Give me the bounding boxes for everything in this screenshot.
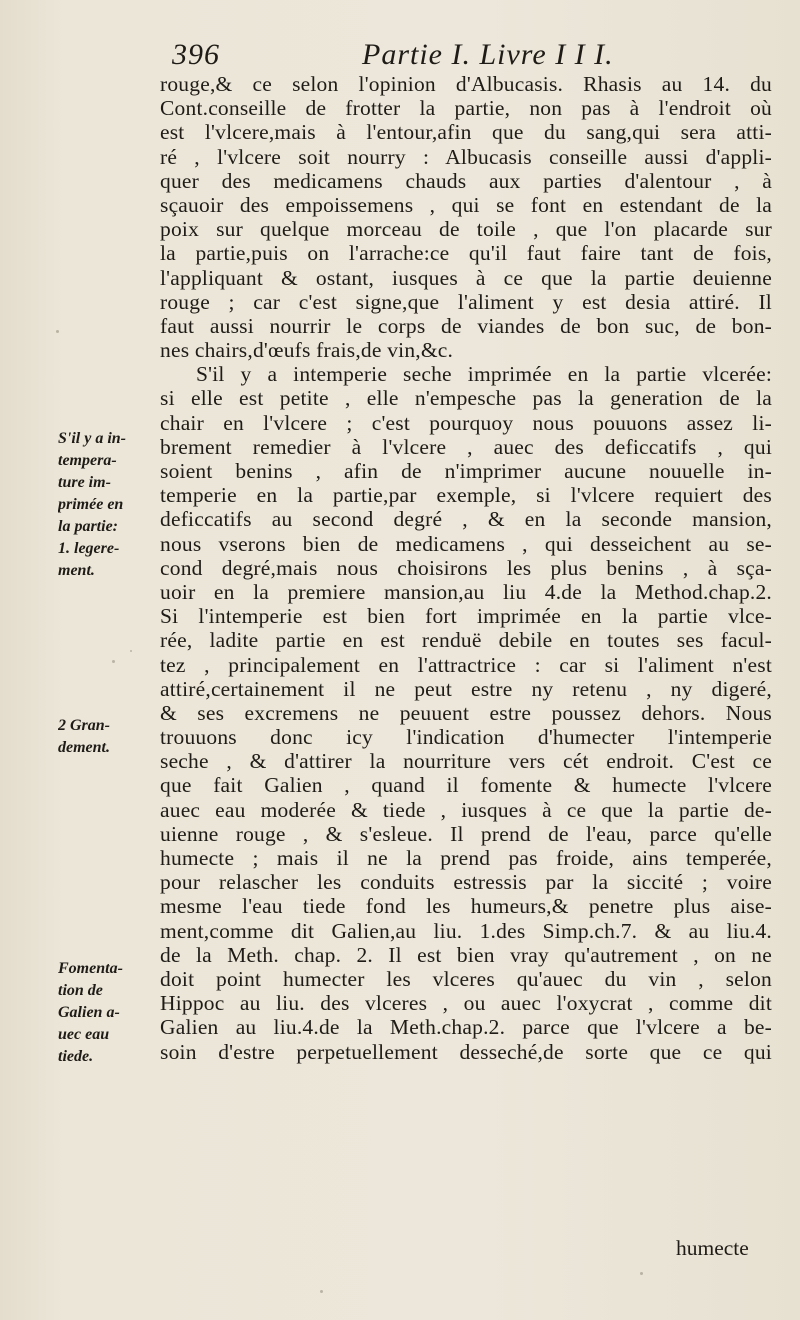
margin-note-line: tiede. (58, 1048, 94, 1065)
text-line: ment,comme dit Galien,au liu. 1.des Simp.ch.7. & au liu.4. (160, 918, 772, 943)
text-line: ré , l'vlcere soit nourry : Albucasis conseille aussi d'appli- (160, 144, 772, 169)
text-line: Hippoc au liu. des vlceres , ou auec l'oxycrat , comme dit (160, 991, 772, 1016)
page-header (172, 38, 772, 74)
text-line: de la Meth. chap. 2. Il est bien vray qu'autrement , on ne (160, 942, 772, 967)
text-line: uoir en la premiere mansion,au liu 4.de la Method.chap.2. (160, 579, 772, 604)
margin-note-line: ment. (58, 562, 95, 579)
text-line: nes chairs,d'œufs frais,de vin,&c. (160, 338, 454, 363)
text-line: Galien au liu.4.de la Meth.chap.2. parce que l'vlcere a be- (160, 1015, 772, 1040)
text-line: sçauoir des empoissemens , qui se font en estendant de la (160, 192, 772, 217)
margin-note-line: 1. legere- (58, 540, 120, 557)
margin-note-line: la partie: (58, 518, 118, 535)
text-line: l'appliquant & ostant, iusques à ce que la partie deuienne (160, 265, 772, 290)
text-line: rée, ladite partie en est renduë debile en toutes ses facul- (160, 628, 772, 653)
margin-note-line: S'il y a in- (58, 430, 127, 447)
text-line: & ses excremens ne peuuent estre poussez dehors. Nous (160, 700, 772, 725)
margin-note (58, 958, 150, 1068)
text-line: soin d'estre perpetuellement desseché,de sorte que ce qui (160, 1039, 772, 1064)
text-line: brement remedier à l'vlcere , auec des deficcatifs , qui (160, 434, 772, 459)
text-line: la partie,puis on l'arrache:ce qu'il faut faire tant de fois, (160, 241, 772, 266)
text-line: auec eau moderée & tiede , iusques à ce que la partie de- (160, 797, 772, 822)
margin-note-line: primée en (58, 496, 124, 513)
text-line: chair en l'vlcere ; c'est pourquoy nous pouuons assez li- (160, 410, 772, 435)
text-line: quer des medicamens chauds aux parties d'alentour , à (160, 168, 772, 193)
margin-note-line: tempera- (58, 452, 117, 469)
text-line: faut aussi nourrir le corps de viandes de bon suc, de bon- (160, 313, 772, 338)
text-line: Si l'intemperie est bien fort imprimée en la partie vlce- (160, 604, 772, 629)
margin-note (58, 715, 150, 759)
margin-note-line: tion de (58, 982, 103, 999)
text-line: Cont.conseille de frotter la partie, non pas à l'endroit où (160, 96, 772, 121)
text-line: poix sur quelque morceau de toile , que l'on placarde sur (160, 217, 772, 242)
text-line: que fait Galien , quand il fomente & humecte l'vlcere (160, 773, 772, 798)
text-line: uienne rouge , & s'esleue. Il prend de l'eau, parce qu'elle (160, 821, 772, 846)
text-line: attiré,certainement il ne peut estre ny retenu , ny digeré, (160, 676, 772, 701)
page-number: 396 (172, 38, 220, 71)
margin-note-line: Fomenta- (58, 960, 123, 977)
paper-speck (130, 650, 132, 652)
body-text (160, 72, 772, 1064)
text-line: rouge,& ce selon l'opinion d'Albucasis. Rhasis au 14. du (160, 72, 772, 96)
text-line: est l'vlcere,mais à l'entour,afin que du sang,qui sera atti- (160, 120, 772, 145)
text-line: pour relascher les conduits estressis par la siccité ; voire (160, 870, 772, 895)
text-line: si elle est petite , elle n'empesche pas la generation de la (160, 386, 772, 411)
running-head: Partie I. Livre I I I. (362, 38, 614, 71)
margin-note-line: 2 Gran- (58, 717, 111, 734)
text-line: trouuons donc icy l'indication d'humecter l'intemperie (160, 725, 772, 750)
text-line: mesme l'eau tiede fond les humeurs,& penetre plus aise- (160, 894, 772, 919)
margin-note-line: Galien a- (58, 1004, 120, 1021)
paragraph-start-line: S'il y a intemperie seche imprimée en la partie vlcerée: (196, 362, 772, 387)
text-line: humecte ; mais il ne la prend pas froide, ains temperée, (160, 846, 772, 870)
text-line: seche , & d'attirer la nourriture vers cét endroit. C'est ce (160, 749, 772, 774)
catchword: humecte (676, 1236, 749, 1260)
margin-note-line: uec eau (58, 1026, 110, 1043)
margin-note-line: ture im- (58, 474, 111, 491)
text-line: doit point humecter les vlceres qu'auec du vin , selon (160, 966, 772, 991)
text-line: rouge ; car c'est signe,que l'aliment y est desia attiré. Il (160, 289, 772, 314)
text-line: tez , principalement en l'attractrice : car si l'aliment n'est (160, 652, 772, 677)
margin-note (58, 428, 150, 582)
paper-speck (56, 330, 59, 333)
text-line: temperie en la partie,par exemple, si l'vlcere requiert des (160, 483, 772, 508)
text-line: nous vserons bien de medicamens , qui desseichent au se- (160, 531, 772, 556)
text-line: deficcatifs au second degré , & en la seconde mansion, (160, 507, 772, 532)
paper-speck (640, 1272, 643, 1275)
paper-speck (320, 1290, 323, 1293)
margin-note-line: dement. (58, 739, 110, 756)
paper-speck (112, 660, 115, 663)
text-line: soient benins , afin de n'imprimer aucune nouuelle in- (160, 459, 772, 483)
text-line: cond degré,mais nous choisirons les plus benins , à sça- (160, 555, 772, 580)
